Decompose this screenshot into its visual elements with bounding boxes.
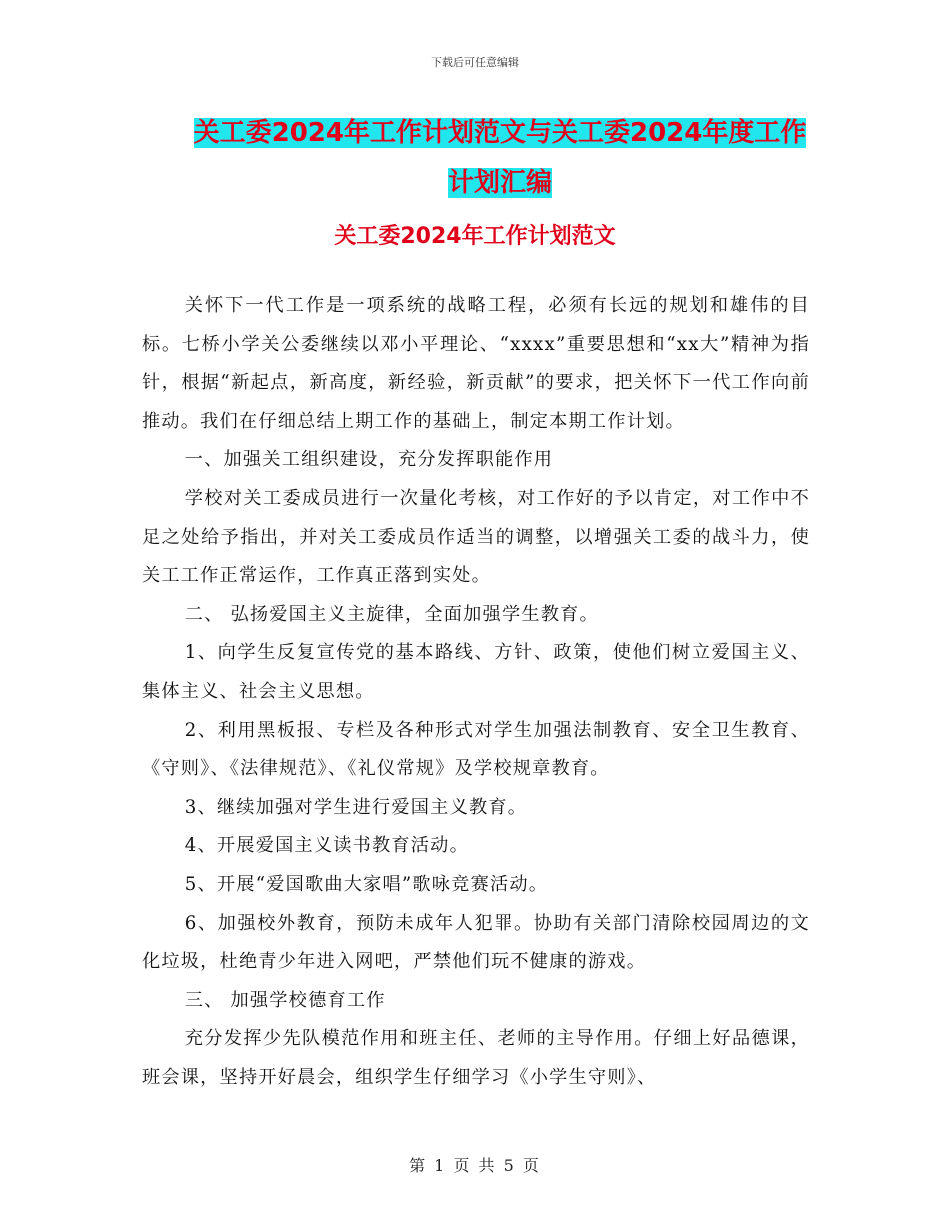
document-body — [142, 287, 810, 1097]
title-line-2: 计划汇编 — [447, 168, 552, 198]
paragraph: 学校对关工委成员进行一次量化考核，对工作好的予以肯定，对工作中不足之处给予指出，并对关工委成员作适当的调整，以增强关工委的战斗力，使关工工作正常运作，工作真正落到实处。 — [142, 487, 810, 587]
title-line-1: 关工委2024年工作计划范文与关工委2024年度工作 — [193, 118, 807, 148]
heading-2: 二、 弘扬爱国主义主旋律，全面加强学生教育。 — [184, 603, 599, 625]
section-title: 关工委2024年工作计划范文 — [334, 224, 616, 249]
list-item: 5、开展“爱国歌曲大家唱”歌咏竞赛活动。 — [184, 873, 549, 895]
page-indicator: 第 1 页 共 5 页 — [409, 1156, 541, 1175]
heading-3: 三、 加强学校德育工作 — [184, 989, 386, 1011]
paragraph: 充分发挥少先队模范作用和班主任、老师的主导作用。仔细上好品德课，班会课，坚持开好晨会，组织学生仔细学习《小学生守则》、 — [142, 1028, 810, 1088]
paragraph: 关怀下一代工作是一项系统的战略工程，必须有长远的规划和雄伟的目标。七桥小学关公委继续以邓小平理论、“xxxx”重要思想和“xx大”精神为指针，根据“新起点，新高度，新经验，新贡献”的要求，把关怀下一代工作向前推动。我们在仔细总结上期工作的基础上，制定本期工作计划。 — [142, 295, 810, 432]
document-title — [140, 108, 860, 208]
heading-1: 一、加强关工组织建设，充分发挥职能作用 — [184, 449, 554, 471]
list-item: 1、向学生反复宣传党的基本路线、方针、政策，使他们树立爱国主义、集体主义、社会主义思想。 — [142, 642, 810, 702]
list-item: 3、继续加强对学生进行爱国主义教育。 — [184, 796, 528, 818]
header-note: 下载后可任意编辑 — [431, 56, 519, 69]
list-item: 6、加强校外教育，预防未成年人犯罪。协助有关部门清除校园周边的文化垃圾，杜绝青少年进入网吧，严禁他们玩不健康的游戏。 — [142, 912, 810, 973]
list-item: 4、开展爱国主义读书教育活动。 — [184, 835, 469, 857]
list-item: 2、利用黑板报、专栏及各种形式对学生加强法制教育、安全卫生教育、《守则》、《法律规范》、《礼仪常规》及学校规章教育。 — [142, 719, 810, 780]
